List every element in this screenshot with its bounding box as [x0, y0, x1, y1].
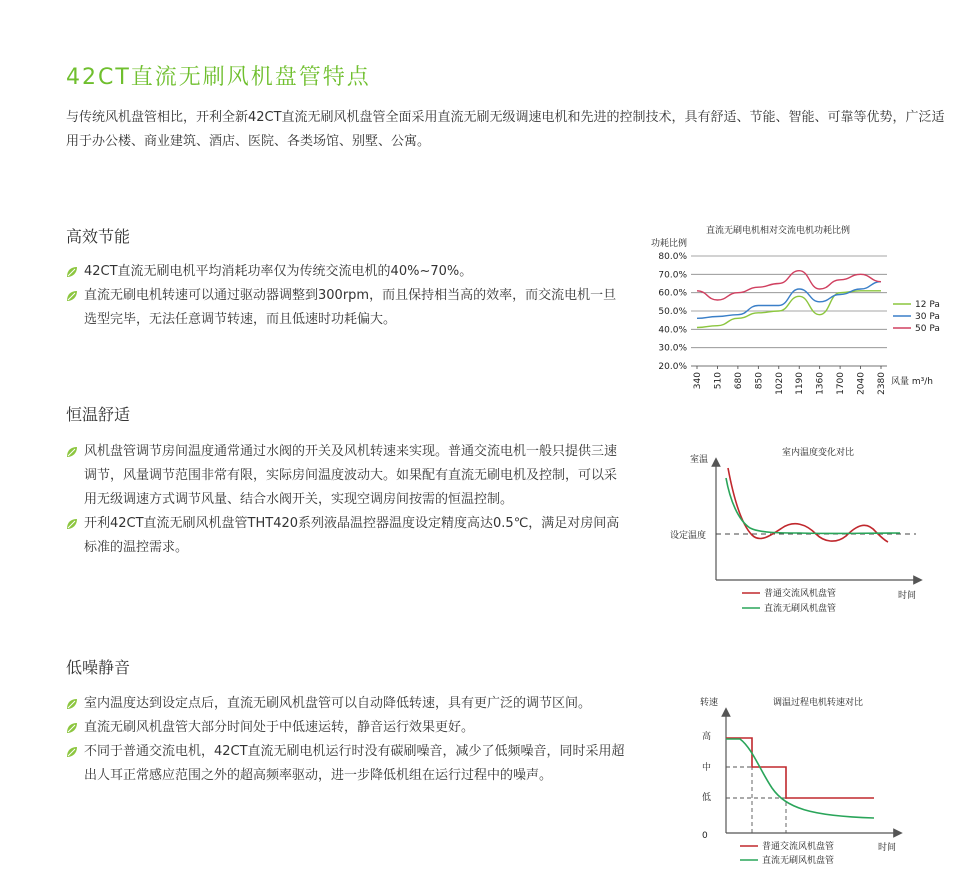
chart1-ytick: 80.0% — [658, 252, 687, 262]
chart3-ytick-zero: 0 — [702, 831, 708, 841]
section-title-comfort: 恒温舒适 — [66, 405, 131, 424]
section-bullets-energy — [66, 260, 626, 332]
section-bullets-quiet — [66, 692, 626, 788]
section-title-energy: 高效节能 — [66, 227, 131, 246]
chart3-ytick-mid: 中 — [702, 763, 712, 773]
chart3-ytick-low: 低 — [702, 793, 712, 803]
list-item — [66, 512, 626, 560]
chart3-xlabel: 时间 — [878, 843, 897, 853]
bullet-text: 风机盘管调节房间温度通常通过水阀的开关及风机转速来实现。普通交流电机一般只提供三速调节，风量调节范围非常有限，实际房间温度波动大。如果配有直流无刷电机及控制，可以采用无级调速方式调节风量、结合水阀开关，实现空调房间按需的恒温控制。 — [84, 444, 618, 507]
chart1-xtick: 2040 — [856, 372, 867, 395]
chart1-ytick: 70.0% — [658, 270, 687, 281]
leaf-icon — [66, 518, 78, 530]
bullet-text: 开利42CT直流无刷风机盘管THT420系列液晶温控器温度设定精度高达0.5℃，满足对房间高标准的温控需求。 — [84, 516, 620, 555]
chart1-xtick: 1020 — [774, 372, 785, 395]
chart1-xlabel: 风量 m³/h — [891, 377, 933, 387]
list-item — [66, 692, 626, 716]
chart1-title: 直流无刷电机相对交流电机功耗比例 — [705, 226, 851, 236]
leaf-icon — [66, 290, 78, 302]
chart2-title: 室内温度变化对比 — [781, 448, 855, 458]
leaf-icon — [66, 446, 78, 458]
chart3-ytick-high: 高 — [702, 732, 712, 742]
chart1-xtick: 850 — [754, 372, 765, 390]
chart1-ylabel: 功耗比例 — [651, 239, 688, 249]
bullet-text: 不同于普通交流电机，42CT直流无刷电机运行时没有碳刷噪音，减少了低频噪音，同时采用超出人耳正常感应范围之外的超高频率驱动，进一步降低机组在运行过程中的噪声。 — [84, 744, 625, 783]
page-title: 42CT直流无刷风机盘管特点 — [66, 65, 371, 90]
chart1-xtick: 1360 — [815, 372, 826, 395]
room-temp-chart — [660, 440, 940, 620]
chart1-xtick: 510 — [713, 372, 724, 390]
leaf-icon — [66, 698, 78, 710]
list-item — [66, 284, 626, 332]
chart3-title: 调温过程电机转速对比 — [772, 698, 864, 708]
list-item — [66, 260, 626, 284]
intro-paragraph: 与传统风机盘管相比，开利全新42CT直流无刷风机盘管全面采用直流无刷无级调速电机和先进的控制技术，具有舒适、节能、智能、可靠等优势，广泛适用于办公楼、商业建筑、酒店、医院、各类场馆、别墅、公寓。 — [66, 110, 945, 149]
bullet-text: 直流无刷风机盘管大部分时间处于中低速运转，静音运行效果更好。 — [84, 720, 475, 735]
chart3-series-dc — [726, 739, 874, 818]
bullet-text: 42CT直流无刷电机平均消耗功率仅为传统交流电机的40%~70%。 — [84, 264, 473, 279]
fan-speed-chart — [690, 690, 940, 870]
chart1-series-line — [697, 271, 881, 300]
leaf-icon — [66, 266, 78, 278]
chart1-legend-label: 30 Pa — [915, 312, 940, 322]
chart2-series-ac — [728, 468, 888, 542]
leaf-icon — [66, 722, 78, 734]
chart2-legend-ac-label: 普通交流风机盘管 — [764, 589, 837, 599]
chart1-xtick: 1700 — [836, 372, 847, 395]
chart2-reference-label: 设定温度 — [670, 531, 707, 541]
chart1-ytick: 50.0% — [658, 307, 687, 317]
chart3-legend-dc-label: 直流无刷风机盘管 — [762, 856, 835, 866]
chart3-legend-ac-label: 普通交流风机盘管 — [762, 842, 835, 852]
chart2-xlabel: 时间 — [898, 591, 917, 601]
chart1-xtick: 1190 — [795, 372, 806, 395]
chart3-ylabel: 转速 — [700, 698, 719, 708]
chart2-ylabel: 室温 — [690, 455, 709, 465]
chart1-legend-label: 50 Pa — [915, 324, 940, 334]
chart1-ytick: 60.0% — [658, 288, 687, 299]
bullet-text: 室内温度达到设定点后，直流无刷风机盘管可以自动降低转速，具有更广泛的调节区间。 — [84, 696, 592, 711]
chart1-ytick: 30.0% — [658, 343, 687, 354]
chart1-ytick: 20.0% — [658, 362, 687, 372]
chart1-xtick: 680 — [733, 372, 744, 390]
chart1-series-line — [697, 282, 881, 319]
section-bullets-comfort — [66, 440, 626, 560]
chart1-xtick: 2380 — [877, 372, 887, 395]
chart2-legend-dc-label: 直流无刷风机盘管 — [764, 604, 837, 614]
chart1-legend-label: 12 Pa — [915, 300, 940, 310]
power-ratio-chart — [645, 220, 955, 400]
list-item — [66, 716, 626, 740]
chart2-series-dc — [726, 478, 900, 533]
section-title-quiet: 低噪静音 — [66, 658, 131, 677]
list-item — [66, 740, 626, 788]
leaf-icon — [66, 746, 78, 758]
bullet-text: 直流无刷电机转速可以通过驱动器调整到300rpm，而且保持相当高的效率，而交流电机一旦选型完毕，无法任意调节转速，而且低速时功耗偏大。 — [84, 288, 617, 327]
chart1-xtick: 340 — [693, 372, 703, 390]
chart1-ytick: 40.0% — [658, 325, 687, 336]
list-item — [66, 440, 626, 512]
